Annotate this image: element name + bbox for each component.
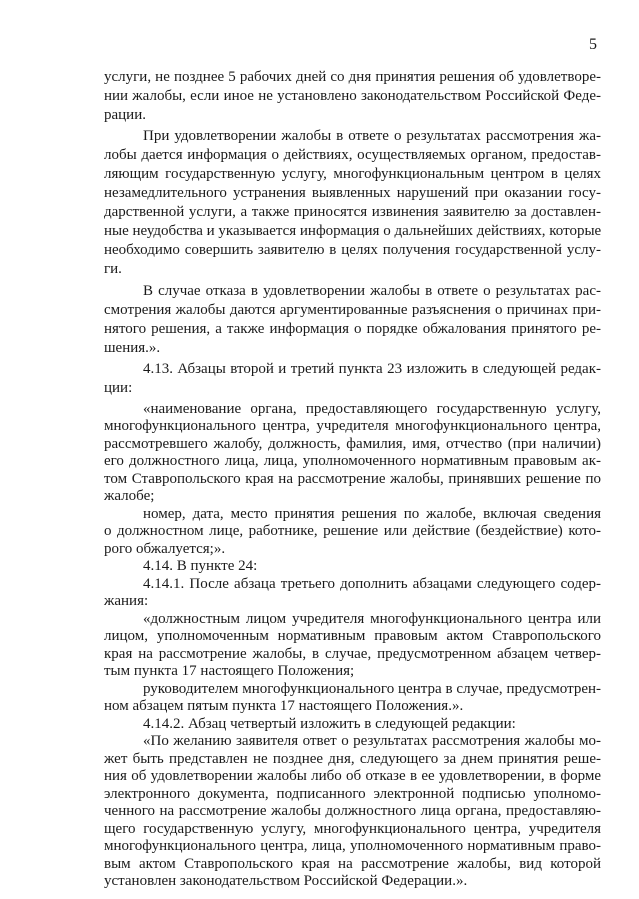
- page-number: 5: [589, 36, 597, 53]
- text-line: том Ставропольского края на рассмотрение жалобы, принявших решение по: [104, 471, 601, 487]
- text-line: номер, дата, место принятия решения по жалобе, включая сведения: [143, 506, 601, 522]
- text-line: его должностного лица, лица, уполномоченного нормативным правовым ак-: [104, 453, 601, 469]
- text-line: ния об удовлетворении жалобы либо об отказе в ее удовлетворении, в форме: [104, 768, 601, 784]
- text-line: ги.: [104, 261, 122, 277]
- text-line: многофункционального центра, лица, уполномоченного нормативным право-: [104, 838, 601, 854]
- text-line: установлен законодательством Российской Федерации.».: [104, 873, 468, 889]
- text-line: дарственной услуги, а также приносятся извинения заявителю за доставлен-: [104, 204, 601, 220]
- text-line: жания:: [104, 593, 149, 609]
- text-line: вым актом Ставропольского края на рассмотрение жалобы, вид которой: [104, 856, 601, 872]
- text-line: незамедлительного устранения выявленных нарушений при оказании госу-: [104, 185, 601, 201]
- text-line: края на рассмотрение жалобы, в случае, предусмотренном абзацем четвер-: [104, 646, 601, 662]
- text-line: лицом, уполномоченным нормативным правовым актом Ставропольского: [104, 628, 601, 644]
- text-line: услуги, не позднее 5 рабочих дней со дня принятия решения об удовлетворе-: [104, 69, 601, 85]
- text-line: «наименование органа, предоставляющего государственную услугу,: [143, 401, 601, 417]
- text-line: рассмотревшего жалобу, должность, фамилия, имя, отчество (при наличии): [104, 436, 601, 452]
- text-line: рации.: [104, 107, 146, 123]
- text-line: жет быть представлен не позднее дня, следующего за днем принятия реше-: [104, 751, 601, 767]
- text-line: нятого решения, а также информация о порядке обжалования принятого ре-: [104, 321, 601, 337]
- text-line: «По желанию заявителя ответ о результатах рассмотрения жалобы мо-: [143, 733, 601, 749]
- text-line: 4.14.2. Абзац четвертый изложить в следующей редакции:: [143, 716, 516, 732]
- text-line: лобы дается информация о действиях, осуществляемых органом, предостав-: [104, 147, 601, 163]
- text-line: нии жалобы, если иное не установлено законодательством Российской Феде-: [104, 88, 601, 104]
- text-line: 4.14.1. После абзаца третьего дополнить абзацами следующего содер-: [143, 576, 601, 592]
- text-line: ции:: [104, 380, 133, 396]
- text-line: необходимо совершить заявителю в целях получения государственной услу-: [104, 242, 601, 258]
- text-line: 4.14. В пункте 24:: [143, 558, 258, 574]
- text-line: жалобе;: [104, 488, 155, 504]
- text-line: В случае отказа в удовлетворении жалобы в ответе о результатах рас-: [143, 283, 601, 299]
- text-line: электронного документа, подписанного электронной подписью уполномо-: [104, 786, 601, 802]
- text-line: смотрения жалобы даются аргументированные разъяснения о причинах при-: [104, 302, 601, 318]
- text-line: шения.».: [104, 340, 161, 356]
- text-line: рого обжалуется;».: [104, 541, 226, 557]
- text-line: 4.13. Абзацы второй и третий пункта 23 изложить в следующей редак-: [143, 361, 601, 377]
- text-line: щего государственную услугу, многофункционального центра, учредителя: [104, 821, 601, 837]
- text-line: ные неудобства и указывается информация о дальнейших действиях, которые: [104, 223, 602, 239]
- text-line: «должностным лицом учредителя многофункционального центра или: [143, 611, 601, 627]
- text-line: многофункционального центра, учредителя многофункционального центра,: [104, 418, 601, 434]
- text-line: ляющим государственную услугу, многофункциональным центром в целях: [104, 166, 601, 182]
- text-line: ченного на рассмотрение жалобы должностного лица органа, предоставляю-: [104, 803, 601, 819]
- text-line: руководителем многофункционального центра в случае, предусмотрен-: [143, 681, 601, 697]
- text-line: о должностном лице, работнике, решение или действие (бездействие) кото-: [104, 523, 601, 539]
- text-line: При удовлетворении жалобы в ответе о результатах рассмотрения жа-: [143, 128, 601, 144]
- text-line: тым пункта 17 настоящего Положения;: [104, 663, 355, 679]
- text-line: ном абзацем пятым пункта 17 настоящего Положения.».: [104, 698, 464, 714]
